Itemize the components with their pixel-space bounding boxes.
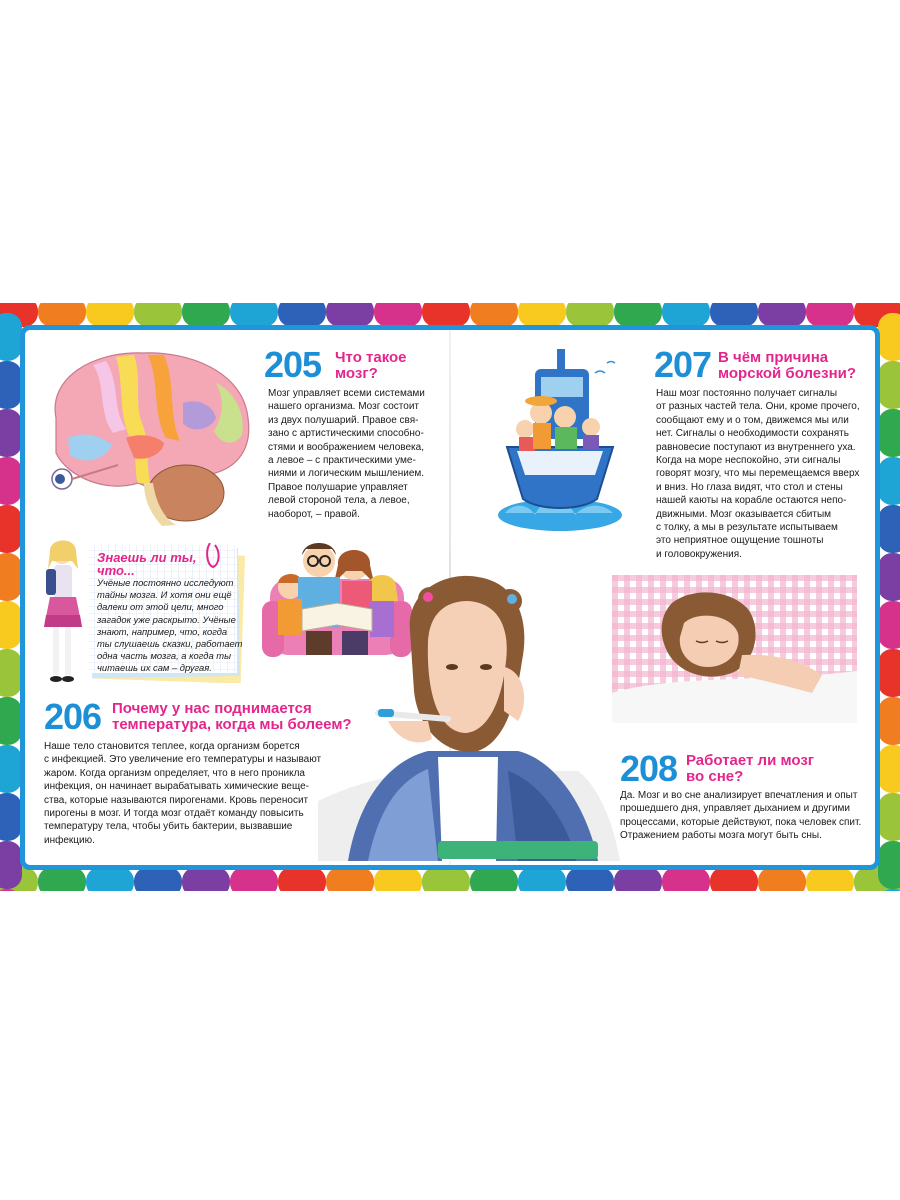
- section-207-number: 207: [654, 344, 712, 385]
- rainbow-segment: [38, 303, 86, 327]
- rainbow-segment: [182, 303, 230, 327]
- rainbow-segment: [86, 867, 134, 891]
- fact-note: [87, 543, 247, 683]
- rainbow-segment: [878, 553, 900, 601]
- rainbow-segment: [134, 303, 182, 327]
- rainbow-segment: [38, 867, 86, 891]
- rainbow-segment: [806, 867, 854, 891]
- rainbow-segment: [470, 303, 518, 327]
- section-208-title: Работает ли мозг во сне?: [686, 752, 815, 785]
- rainbow-segment: [806, 303, 854, 327]
- sleeping-girl-photo: [612, 575, 857, 723]
- rainbow-segment: [878, 841, 900, 889]
- rainbow-segment: [230, 867, 278, 891]
- rainbow-segment: [0, 409, 22, 457]
- rainbow-segment: [662, 867, 710, 891]
- rainbow-segment: [758, 303, 806, 327]
- section-207-text: Наш мозг постоянно получает сигналы от разных частей тела. Они, кроме прочего, сообщают ему и о том, движемся мы или нет. Сигналы о необходимости сохранять равновесие поступают из внутреннего уха. Когда на море неспокойно, эти сигналы говорят мозгу, что мы перемещаемся вверх и вниз. Но глаза видят, что стол и стены нашей каюты на корабле остаются непо- движными. Мозг оказывается сбитым с толку, а мы в результате испытываем это неприятное ощущение тошноты и головокружения.: [656, 388, 860, 560]
- rainbow-segment: [518, 303, 566, 327]
- rainbow-segment: [878, 505, 900, 553]
- rainbow-segment: [278, 867, 326, 891]
- rainbow-segment: [326, 303, 374, 327]
- rainbow-segment: [878, 649, 900, 697]
- rainbow-segment: [566, 867, 614, 891]
- rainbow-segment: [710, 303, 758, 327]
- rainbow-segment: [230, 303, 278, 327]
- rainbow-segment: [878, 313, 900, 361]
- rainbow-segment: [86, 303, 134, 327]
- rainbow-segment: [0, 841, 22, 889]
- page-number-left: 106: [33, 848, 49, 858]
- section-207-title: В чём причина морской болезни?: [718, 349, 857, 382]
- rainbow-segment: [0, 457, 22, 505]
- rainbow-segment: [614, 867, 662, 891]
- rainbow-segment: [422, 867, 470, 891]
- rainbow-segment: [0, 361, 22, 409]
- rainbow-segment: [0, 553, 22, 601]
- section-205-title: Что такое мозг?: [335, 349, 407, 382]
- fact-note-text: Учёные постоянно исследуют тайны мозга. И хотя они ещё далеки от этой цели, много загадок уже раскрыто. Учёные знают, например, что, когда ты слушаешь сказки, работает одна часть мозга, а когда ты читаешь их сам – другая.: [97, 577, 243, 674]
- rainbow-segment: [326, 867, 374, 891]
- rainbow-segment: [0, 793, 22, 841]
- rainbow-segment: [518, 867, 566, 891]
- rainbow-segment: [422, 303, 470, 327]
- book-spread: [0, 303, 900, 891]
- section-206-title: Почему у нас поднимается температура, когда мы болеем?: [112, 700, 352, 733]
- rainbow-segment: [878, 793, 900, 841]
- rainbow-segment: [182, 867, 230, 891]
- rainbow-segment: [0, 745, 22, 793]
- rainbow-segment: [614, 303, 662, 327]
- rainbow-segment: [878, 457, 900, 505]
- rainbow-segment: [278, 303, 326, 327]
- section-205-number: 205: [264, 344, 322, 385]
- rainbow-segment: [374, 303, 422, 327]
- rainbow-segment: [134, 867, 182, 891]
- rainbow-segment: [566, 303, 614, 327]
- rainbow-segment: [0, 649, 22, 697]
- section-206-text: Наше тело становится теплее, когда организм борется с инфекцией. Это увеличение его температуры и называют жаром. Когда организм определяет, что в него проникла инфекция, он начинает вырабатывать химические веще- ства, которые называются пирогенами. Кровь переносит пирогены в мозг. И тогда мозг отдаёт команду повысить температуру тела, чтобы убить бактерии, вызвавшие инфекцию.: [44, 741, 322, 846]
- rainbow-segment: [0, 313, 22, 361]
- rainbow-segment: [878, 697, 900, 745]
- schoolgirl-illustration: [36, 535, 94, 687]
- boat-family-illustration: [485, 343, 635, 543]
- section-206-number: 206: [44, 696, 102, 737]
- rainbow-segment: [878, 361, 900, 409]
- brain-illustration: [38, 343, 260, 528]
- rainbow-segment: [878, 601, 900, 649]
- rainbow-segment: [374, 867, 422, 891]
- section-208-number: 208: [620, 748, 678, 789]
- rainbow-segment: [710, 867, 758, 891]
- rainbow-segment: [0, 601, 22, 649]
- rainbow-segment: [662, 303, 710, 327]
- rainbow-segment: [878, 745, 900, 793]
- rainbow-segment: [0, 697, 22, 745]
- page-number-right: 107: [852, 848, 868, 858]
- section-208-text: Да. Мозг и во сне анализирует впечатления и опыт прошедшего дня, управляет дыханием и другими процессами, которые действуют, пока человек спит. Отражением работы мозга могут быть сны.: [620, 790, 862, 842]
- rainbow-segment: [470, 867, 518, 891]
- fact-note-title: Знаешь ли ты, что...: [97, 550, 197, 578]
- rainbow-segment: [878, 409, 900, 457]
- rainbow-segment: [0, 505, 22, 553]
- rainbow-segment: [758, 867, 806, 891]
- sick-girl-photo: [318, 571, 620, 861]
- section-205-text: Мозг управляет всеми системами нашего организма. Мозг состоит из двух полушарий. Правое свя- зано с артистическими способно- стями и воображением человека, а левое – с практическими уме- ниями и логическим мышлением. Правое полушарие управляет левой стороной тела, а левое, наоборот, – правой.: [268, 388, 425, 520]
